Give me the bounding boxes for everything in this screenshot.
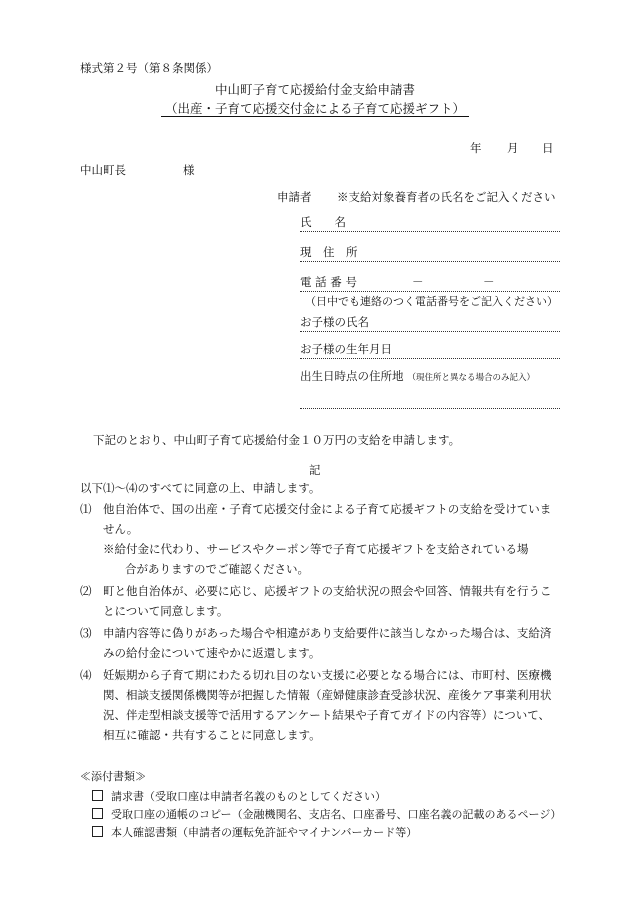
item-number: ⑴ — [80, 502, 92, 516]
checkbox[interactable] — [92, 808, 103, 819]
addressee-honorific: 様 — [183, 163, 195, 177]
name-label: 氏 名 — [300, 215, 346, 229]
attachment-name: 受取口座の通帳のコピー — [111, 808, 232, 821]
date-month-label: 月 — [507, 141, 519, 155]
item-text: 妊娠期から子育て期にわたる切れ目のない支援に必要となる場合には、市町村、医療機関、相談支援関係機関等が把握した情報（産婦健康診査受診状況、産後ケア事業利用状況、伴走型相談支援等で活用するアンケート結果や子育てガイドの内容等）について、相互に確認・共有することに同意します。 — [103, 668, 552, 742]
applicant-label: 申請者 — [277, 190, 312, 204]
phone-separator-2: － — [483, 275, 495, 289]
address-label: 現 住 所 — [300, 245, 358, 259]
item-text: 申請内容等に偽りがあった場合や相違があり支給要件に該当しなかった場合は、支給済みの給付金について速やかに返還します。 — [103, 626, 552, 660]
item-number: ⑶ — [80, 626, 92, 640]
phone-field[interactable] — [300, 275, 560, 292]
checkbox[interactable] — [92, 790, 103, 801]
attachment-item-2[interactable] — [92, 806, 561, 822]
attachment-detail: （申請者の運転免許証やマイナンバーカード等） — [177, 826, 418, 839]
phone-separator-1: － — [412, 275, 424, 289]
form-title: 中山町子育て応援給付金支給申請書 — [214, 82, 415, 97]
attachment-item-1[interactable] — [92, 788, 386, 804]
child-name-label: お子様の氏名 — [300, 315, 369, 329]
date-year-label: 年 — [470, 141, 482, 155]
phone-label: 電 話 番 号 — [300, 275, 357, 289]
address-field[interactable] — [300, 245, 560, 262]
agree-intro: 以下⑴～⑷のすべてに同意の上、申請します。 — [80, 481, 321, 495]
item-number: ⑷ — [80, 668, 92, 682]
item-note-line2: 合がありますのでご確認ください。 — [125, 562, 309, 576]
agreement-item-2 — [80, 581, 560, 621]
agreement-item-1 — [80, 499, 560, 579]
form-subtitle — [0, 99, 630, 117]
request-statement: 下記のとおり、中山町子育て応援給付金１０万円の支給を申請します。 — [93, 433, 461, 447]
form-number: 様式第２号（第８条関係） — [80, 61, 218, 75]
item-note — [103, 539, 560, 579]
birth-address-note: （現住所と異なる場合のみ記入） — [407, 373, 536, 383]
attachment-item-3[interactable] — [92, 824, 417, 840]
agreement-item-4 — [80, 665, 560, 745]
birth-address-field[interactable] — [300, 392, 560, 409]
addressee-name: 中山町長 — [80, 163, 126, 177]
name-field[interactable] — [300, 215, 560, 232]
child-name-field[interactable] — [300, 315, 560, 332]
attachments-heading: ≪添付書類≫ — [80, 770, 146, 783]
item-number: ⑵ — [80, 584, 92, 598]
attachment-detail: （受取口座は申請者名義のものとしてください） — [144, 790, 386, 803]
child-birth-label: お子様の生年月日 — [300, 342, 392, 356]
agreement-item-3 — [80, 623, 560, 663]
birth-address-label — [300, 368, 535, 384]
ki-heading: 記 — [309, 463, 321, 477]
form-subtitle-text: （出産・子育て応援交付金による子育て応援ギフト） — [161, 101, 469, 117]
attachment-name: 請求書 — [111, 790, 144, 803]
date-day-label: 日 — [542, 141, 554, 155]
attachment-detail: （金融機関名、支店名、口座番号、口座名義の記載のあるページ） — [231, 808, 562, 821]
item-text: 他自治体で、国の出産・子育て応援交付金による子育て応援ギフトの支給を受けていません。 — [103, 502, 552, 536]
phone-note: （日中でも連絡のつく電話番号をご記入ください） — [305, 295, 558, 308]
child-birth-field[interactable] — [300, 342, 560, 359]
item-text: 町と他自治体が、必要に応じ、応援ギフトの支給状況の照会や回答、情報共有を行うことについて同意します。 — [103, 584, 552, 618]
birth-address-label-text: 出生日時点の住所地 — [300, 369, 404, 383]
attachment-name: 本人確認書類 — [111, 826, 177, 839]
checkbox[interactable] — [92, 826, 103, 837]
applicant-note: ※支給対象養育者の氏名をご記入ください — [337, 190, 556, 204]
item-note-line1: ※給付金に代わり、サービスやクーポン等で子育て応援ギフトを支給されている場 — [103, 542, 529, 556]
